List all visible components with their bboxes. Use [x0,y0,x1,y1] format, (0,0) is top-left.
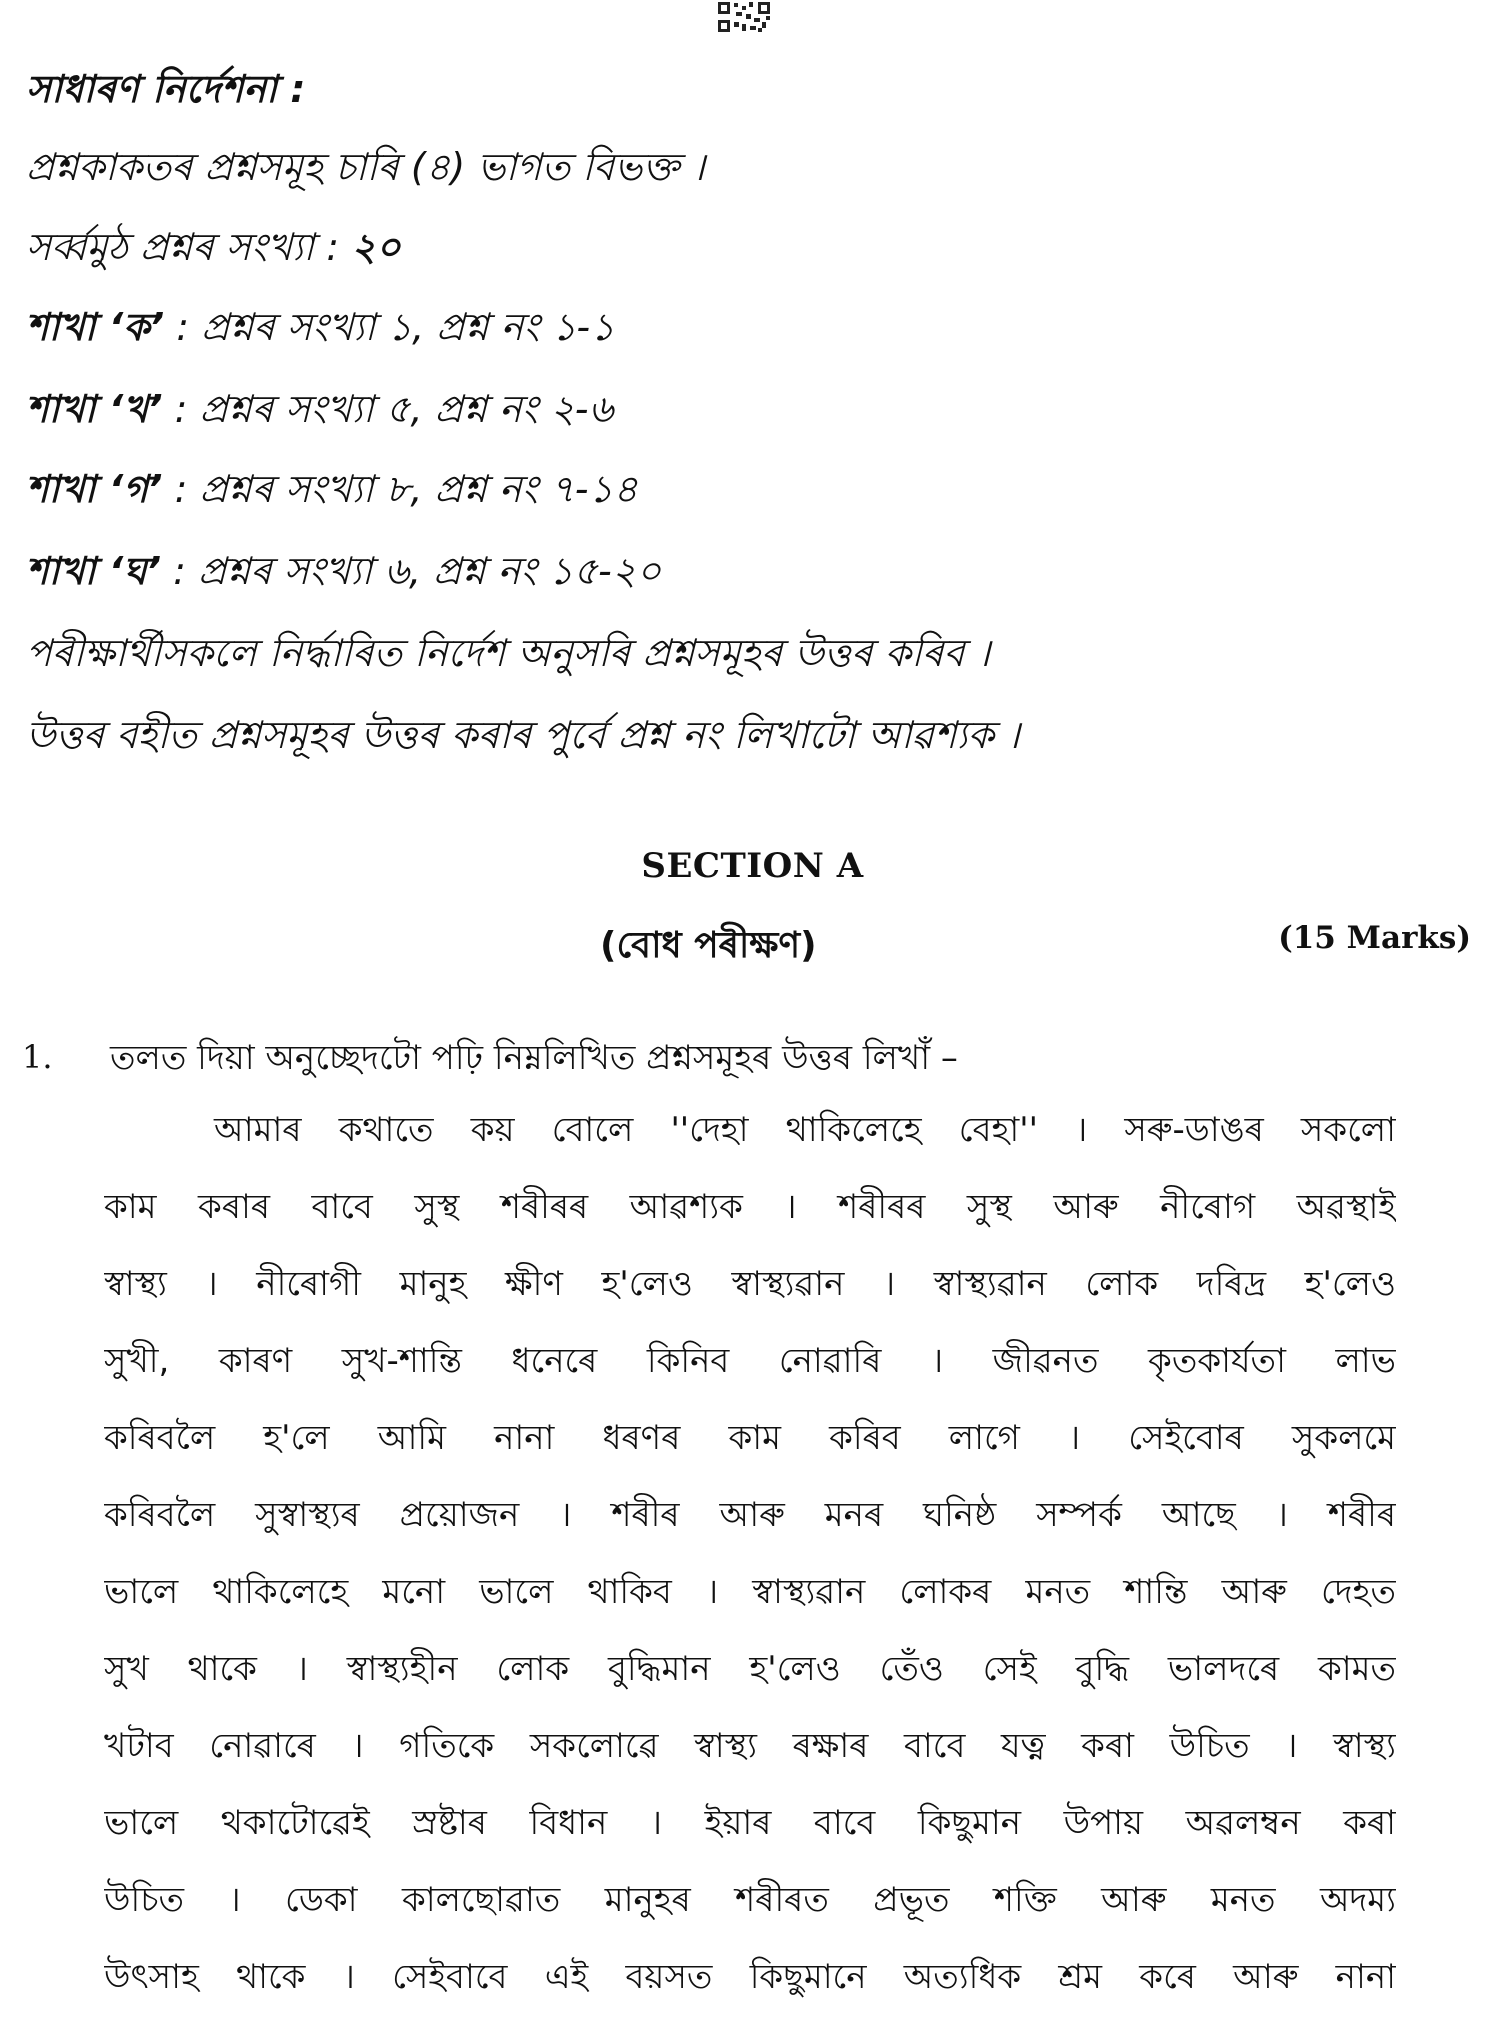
qr-code-icon [716,0,772,34]
passage-line: কৰিবলৈ হ'লে আমি নানা ধৰণৰ কাম কৰিব লাগে । সেইবোৰ সুকলমে [104,1418,1396,1458]
question-prompt: তলত দিয়া অনুচ্ছেদটো পঢ়ি নিম্নলিখিত প্ৰশ্নসমূহৰ উত্তৰ লিখাঁ – [110,1038,958,1078]
passage-line: খটাব নোৱাৰে । গতিকে সকলোৱে স্বাস্থ্য ৰক্ষাৰ বাবে যত্ন কৰা উচিত । স্বাস্থ্য [104,1726,1396,1766]
section-info-line [26,549,662,593]
question-number: 1. [22,1038,53,1076]
section-info-text: : প্ৰশ্নৰ সংখ্যা ৬, প্ৰশ্ন নং ১৫-২০ [161,549,662,593]
passage-line: উৎসাহ থাকে । সেইবাবে এই বয়সত কিছুমানে অত্যধিক শ্ৰম কৰে আৰু নানা [104,1957,1396,1997]
instruction-line: প্ৰশ্নকাকতৰ প্ৰশ্নসমূহ চাৰি (৪) ভাগত বিভক্ত । [26,145,705,189]
section-info-text: : প্ৰশ্নৰ সংখ্যা ৫, প্ৰশ্ন নং ২-৬ [162,387,614,431]
instruction-line: পৰীক্ষাৰ্থীসকলে নিৰ্দ্ধাৰিত নিৰ্দেশ অনুসৰি প্ৰশ্নসমূহৰ উত্তৰ কৰিব । [26,631,991,675]
passage-line: কৰিবলৈ সুস্বাস্থ্যৰ প্ৰয়োজন । শৰীৰ আৰু মনৰ ঘনিষ্ঠ সম্পৰ্ক আছে । শৰীৰ [104,1495,1396,1535]
total-questions-label: সৰ্ব্বমুঠ প্ৰশ্নৰ সংখ্যা : [26,225,352,269]
section-info-line [26,305,615,349]
passage-line: ভালে থকাটোৱেই স্ৰষ্টাৰ বিধান । ইয়াৰ বাবে কিছুমান উপায় অৱলম্বন কৰা [104,1803,1396,1843]
passage [104,1092,1396,2016]
section-info-text: : প্ৰশ্নৰ সংখ্যা ৮, প্ৰশ্ন নং ৭-১৪ [162,467,638,511]
total-questions-value: ২০ [351,225,401,269]
instruction-line [26,225,401,269]
section-title: SECTION A [641,846,864,886]
passage-line: সুখী, কাৰণ সুখ-শান্তি ধনেৰে কিনিব নোৱাৰি । জীৱনত কৃতকাৰ্যতা লাভ [104,1341,1396,1381]
passage-line: স্বাস্থ্য । নীৰোগী মানুহ ক্ষীণ হ'লেও স্বাস্থ্যৱান । স্বাস্থ্যৱান লোক দৰিদ্ৰ হ'লেও [104,1264,1396,1304]
passage-line: সুখ থাকে । স্বাস্থ্যহীন লোক বুদ্ধিমান হ'লেও তেঁও সেই বুদ্ধি ভালদৰে কামত [104,1649,1396,1689]
passage-line: উচিত । ডেকা কালছোৱাত মানুহৰ শৰীৰত প্ৰভূত শক্তি আৰু মনত অদম্য [104,1880,1396,1920]
section-info-text: : প্ৰশ্নৰ সংখ্যা ১, প্ৰশ্ন নং ১-১ [164,305,615,349]
instructions-heading: সাধাৰণ নিৰ্দেশনা : [26,67,306,111]
section-label: শাখা ‘খ’ [26,387,163,431]
section-subtitle: (বোধ পৰীক্ষণ) [600,925,817,966]
section-label: শাখা ‘ঘ’ [26,549,162,593]
instruction-line: উত্তৰ বহীত প্ৰশ্নসমূহৰ উত্তৰ কৰাৰ পুৰ্বে প্ৰশ্ন নং লিখাটো আৱশ্যক । [26,713,1020,757]
passage-line: কাম কৰাৰ বাবে সুস্থ শৰীৰৰ আৱশ্যক । শৰীৰৰ সুস্থ আৰু নীৰোগ অৱস্থাই [104,1187,1396,1227]
section-marks: (15 Marks) [1278,920,1471,956]
passage-line: আমাৰ কথাতে কয় বোলে ''দেহা থাকিলেহে বেহা'' । সৰু-ডাঙৰ সকলো [214,1110,1396,1150]
section-info-line [26,467,638,511]
section-label: শাখা ‘গ’ [26,467,163,511]
section-label: শাখা ‘ক’ [26,305,165,349]
section-info-line [26,387,614,431]
passage-line: ভালে থাকিলেহে মনো ভালে থাকিব । স্বাস্থ্যৱান লোকৰ মনত শান্তি আৰু দেহত [104,1572,1396,1612]
